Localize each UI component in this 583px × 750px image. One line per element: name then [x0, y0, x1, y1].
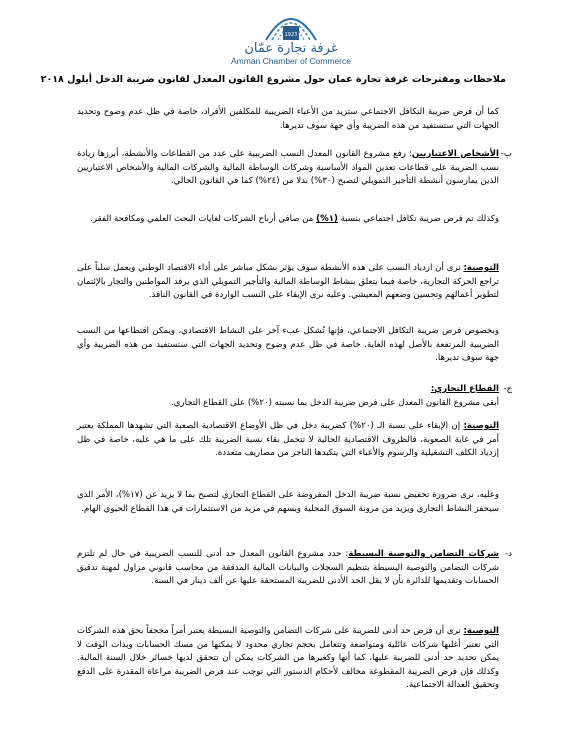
section-b-social-tax-paragraph	[77, 213, 499, 227]
section-d-heading: شركات التضامن والتوصية البسيطة	[348, 549, 500, 559]
section-c-closing-paragraph: وعليه، نرى ضرورة تخفيض نسبة ضريبة الدخل المفروضة على القطاع التجاري لتصبح بما لا يزيد عن (١٧%)، الأمر الذي سيحفز النشاط التجاري ويزيد من مرونة السوق المحلية ويسهم في مزيد من الاستثمارات في هذا القطاع الحيوي الهام.	[77, 490, 499, 514]
section-d-marker: د-	[505, 549, 512, 559]
section-b-p2-text: وكذلك تم فرض ضريبة تكافل اجتماعي بنسبة	[337, 214, 499, 224]
recommendation-label: التوصية:	[463, 263, 499, 273]
section-c-marker: ج-	[503, 384, 512, 394]
section-d-recommendation	[77, 625, 499, 693]
section-d-recommendation-text: نرى أن فرض حد أدنى للضريبة على شركات التضامن والتوصية البسيطة يعتبر أمراً مجحفاً بحق هذه الشركات التي تعتبر أغلبها شركات عائلية ومتواضعة وتتعامل بحجم تجاري محدود لا يمكنها من مسك الحسابات وبذات الوقت لا يمكن تحديد حد أدنى للضريبة عليها، كما أنها وكغيرها من الشركات يمكن أن تتحقق لديها خسائر خلال السنة المالية. وكذلك فإن فرض الضريبة المقطوعة مخالف لأحكام الدستور التي توجب عند فرض الضريبة مراعاة المقدرة على الدفع وتحقيق العدالة الاجتماعية.	[77, 626, 499, 691]
recommendation-label: التوصية:	[463, 421, 500, 431]
svg-text:1923: 1923	[284, 32, 298, 38]
intro-paragraph: كما أن فرض ضريبة التكافل الاجتماعي ستزيد من الأعباء الضريبية للمكلفين الأفراد، خاصة في ظل عدم وضوح وتحديد الجهات التي ستستفيد من هذه الضريبة وأي جهة سوف تديرها.	[77, 107, 499, 131]
section-c-heading	[77, 383, 499, 397]
section-c-recommendation	[77, 420, 499, 461]
recommendation-label: التوصية:	[463, 626, 499, 636]
section-c-heading-text: القطاع التجاري:	[430, 384, 499, 394]
logo-english-name: Amman Chamber of Commerce	[231, 56, 351, 66]
section-b-heading: الأشخاص الاعتباريين	[411, 149, 499, 159]
logo-arabic-name: غرفة تجارة عمّان	[244, 41, 338, 56]
section-c-recommendation-text: إن الإبقاء على نسبة الـ (٢٠%) كضريبة دخل في ظل الأوضاع الاقتصادية الصعبة التي تشهدها المملكة يعتبر أمر في غاية الصعوبة، فالظروف الاقتصادية الحالية لا تتحمل بقاء نسبة الضريبة تلك على ما هي عليه، خاصة في ظل إزدياد الكلف التشغيلية والرسوم والأعباء التي يتكبدها التاجر من مصاريف متعددة.	[77, 421, 499, 459]
page-title: ملاحظات ومقترحات غرفة تجارة عمان حول مشروع القانون المعدل لقانون ضريبة الدخل أيلول ٢٠١٨	[40, 74, 506, 85]
section-b-p2-text-end: من صافي أرباح الشركات لغايات البحث العلمي ومكافحة الفقر.	[90, 214, 317, 224]
section-c-paragraph: أبقى مشروع القانون المعدل على فرض ضريبة الدخل بما نسبته (٢٠%) على القطاع التجاري.	[170, 398, 499, 408]
section-b-p2-percentage: (١%)	[316, 214, 338, 224]
section-b-text: : رفع مشروع القانون المعدل النسب الضريبية على عدد من القطاعات والأنشطة، أبرزها زيادة نسب الضريبة على قطاعات تعدين المواد الأساسية وشركات الوساطة المالية والشركات المالية والأشخاص الاعتباريين الذين يمارسون أنشطة التأجير التمويلي لتصبح (٣٠%) بدلا من (٢٤%) كما في القانون الحالي.	[77, 149, 499, 187]
section-b-recommendation	[77, 262, 499, 303]
section-b-marker: ب-	[500, 149, 512, 159]
section-d-text: : حدد مشروع القانون المعدل حد أدنى للنسب الضريبية في حال لم تلتزم شركات التضامن والتوصية البسيطة بتنظيم السجلات والبيانات المالية المدققة من محاسب قانوني مزاول لمهنة تدقيق الحسابات وتقديمها للدائرة بأن لا يقل الحد الأدنى للضريبة المستحقة عليها عن ألف دينار في السنة.	[77, 549, 499, 587]
section-b-closing-paragraph: وبخصوص فرض ضريبة التكافل الاجتماعي، فإنها تُشكل عبء آخر على النشاط الاقتصادي، ويمكن اقتطاعها من النسب الضريبية المرتفعة بالأصل لهذه الغاية. خاصة في ظل عدم وضوح وتحديد الجهات التي ستستفيد من هذه الضريبة وأي جهة سوف تديرها.	[77, 326, 499, 364]
section-d-paragraph	[77, 548, 499, 589]
chamber-logo	[200, 2, 382, 76]
arch-emblem-icon	[262, 2, 320, 42]
section-b-paragraph	[77, 148, 499, 189]
section-b-recommendation-text: نرى أن ازدياد النسب على هذه الأنشطة سوف يؤثر بشكل مباشر على أداء الاقتصاد الوطني ويعمل سلباً على تراجع الحركة التجارية، خاصة فيما يتعلق بنشاط الوساطة المالية والتأجير التمويلي الذي يرفد المواطنين والتجار بالإئتمان لتطوير أعمالهم وتحسين وضعهم المعيشي. وعليه نرى الإبقاء على النسب الواردة في القانون النافذ.	[77, 263, 499, 301]
